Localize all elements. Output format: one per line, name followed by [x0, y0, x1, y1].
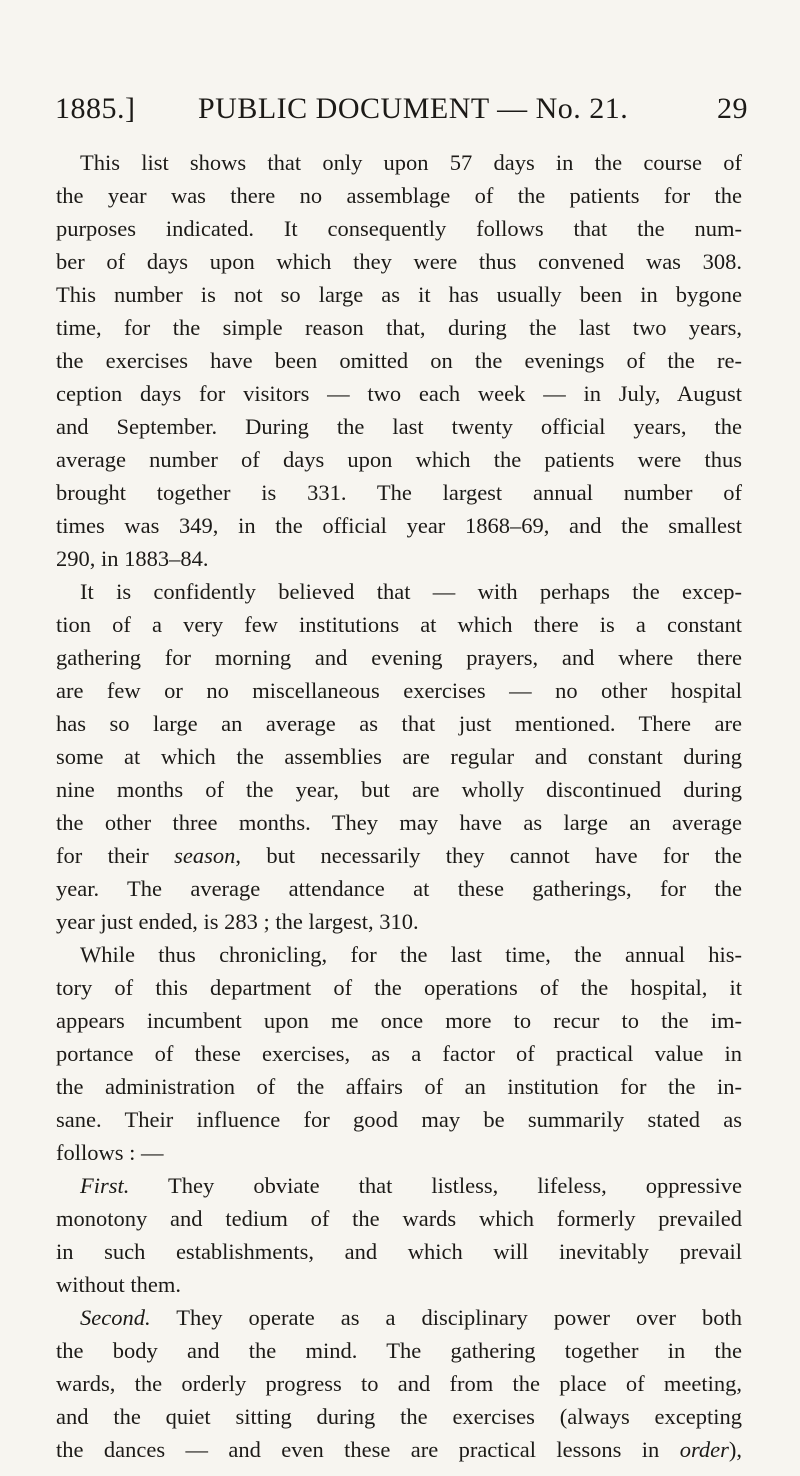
line-text: without them.: [56, 1272, 181, 1297]
text-line: [56, 1400, 742, 1433]
text-line: [56, 1169, 742, 1202]
line-text: 290, in 1883–84.: [56, 546, 209, 571]
line-text: has so large an average as that just mentioned. There are: [56, 711, 742, 736]
text-line: [56, 344, 742, 377]
line-text: tion of a very few institutions at which there is a constant: [56, 612, 742, 637]
line-text: monotony and tedium of the wards which formerly prevailed: [56, 1206, 742, 1231]
line-text: the dances — and even these are practical lessons in: [56, 1437, 680, 1462]
text-line: [56, 278, 742, 311]
line-text: times was 349, in the official year 1868–69, and the smallest: [56, 513, 742, 538]
text-line: [56, 476, 742, 509]
line-text: follows : —: [56, 1140, 164, 1165]
text-line: [56, 245, 742, 278]
text-line: [56, 443, 742, 476]
header-year: 1885.]: [55, 92, 136, 125]
line-text: nine months of the year, but are wholly discontinued during: [56, 777, 742, 802]
line-text: ber of days upon which they were thus convened was 308.: [56, 249, 742, 274]
line-text: gathering for morning and evening prayers, and where there: [56, 645, 742, 670]
text-line: [56, 509, 742, 542]
text-line: [56, 311, 742, 344]
text-line: [56, 1301, 742, 1334]
line-text: appears incumbent upon me once more to recur to the im-: [56, 1008, 742, 1033]
text-line: [56, 905, 742, 938]
line-text: wards, the orderly progress to and from the place of meeting,: [56, 1371, 742, 1396]
line-text: the body and the mind. The gathering together in the: [56, 1338, 742, 1363]
text-line: [56, 608, 742, 641]
line-text-after: , but necessarily they cannot have for the: [235, 843, 742, 868]
line-text: and September. During the last twenty official years, the: [56, 414, 742, 439]
text-line: [56, 839, 742, 872]
text-line: [56, 1268, 742, 1301]
line-text: sane. Their influence for good may be summarily stated as: [56, 1107, 742, 1132]
text-line: [56, 1037, 742, 1070]
text-line: [56, 1367, 742, 1400]
line-text: purposes indicated. It consequently follows that the num-: [56, 216, 742, 241]
line-italic-text: First.: [80, 1173, 130, 1198]
line-text: This list shows that only upon 57 days in the course of: [80, 150, 742, 175]
line-text: the other three months. They may have as large an average: [56, 810, 742, 835]
line-text: average number of days upon which the patients were thus: [56, 447, 742, 472]
line-text: some at which the assemblies are regular and constant during: [56, 744, 742, 769]
text-line: [56, 1136, 742, 1169]
text-line: [56, 1235, 742, 1268]
line-italic-text: order: [679, 1437, 729, 1462]
line-text: in such establishments, and which will inevitably prevail: [56, 1239, 742, 1264]
line-text: year. The average attendance at these gatherings, for the: [56, 876, 742, 901]
line-text: the administration of the affairs of an institution for the in-: [56, 1074, 742, 1099]
text-line: [56, 179, 742, 212]
line-text: are few or no miscellaneous exercises — no other hospital: [56, 678, 742, 703]
line-text: and the quiet sitting during the exercises (always excepting: [56, 1404, 742, 1429]
text-line: [56, 1433, 742, 1466]
line-text: It is confidently believed that — with perhaps the excep-: [80, 579, 742, 604]
text-line: [56, 707, 742, 740]
text-line: [56, 542, 742, 575]
header-title: PUBLIC DOCUMENT — No. 21.: [198, 92, 629, 125]
text-line: [56, 377, 742, 410]
text-line: [56, 146, 742, 179]
text-line: [56, 1103, 742, 1136]
text-line: [56, 773, 742, 806]
line-text: brought together is 331. The largest annual number of: [56, 480, 742, 505]
text-line: [56, 806, 742, 839]
text-line: [56, 872, 742, 905]
text-line: [56, 674, 742, 707]
line-text: While thus chronicling, for the last time, the annual his-: [80, 942, 742, 967]
line-text: tory of this department of the operations of the hospital, it: [56, 975, 742, 1000]
line-text: for their: [56, 843, 175, 868]
line-text-after: They obviate that listless, lifeless, oppressive: [129, 1173, 742, 1198]
body-text: [56, 146, 742, 1466]
line-text: the year was there no assemblage of the patients for the: [56, 183, 742, 208]
header-page-number: 29: [717, 92, 748, 125]
line-text: ception days for visitors — two each week — in July, August: [56, 381, 742, 406]
text-line: [56, 212, 742, 245]
text-line: [56, 971, 742, 1004]
text-line: [56, 641, 742, 674]
line-text: portance of these exercises, as a factor of practical value in: [56, 1041, 742, 1066]
page-header: [55, 92, 748, 132]
text-line: [56, 740, 742, 773]
line-text-after: ),: [728, 1437, 742, 1462]
text-line: [56, 1334, 742, 1367]
line-italic-text: season: [174, 843, 236, 868]
line-text: This number is not so large as it has usually been in bygone: [56, 282, 742, 307]
text-line: [56, 1070, 742, 1103]
text-line: [56, 1202, 742, 1235]
text-line: [56, 938, 742, 971]
line-text: year just ended, is 283 ; the largest, 310.: [56, 909, 419, 934]
text-line: [56, 575, 742, 608]
line-italic-text: Second.: [80, 1305, 151, 1330]
text-line: [56, 1004, 742, 1037]
line-text-after: They operate as a disciplinary power over both: [150, 1305, 742, 1330]
text-line: [56, 410, 742, 443]
line-text: the exercises have been omitted on the evenings of the re-: [56, 348, 742, 373]
line-text: time, for the simple reason that, during the last two years,: [56, 315, 742, 340]
